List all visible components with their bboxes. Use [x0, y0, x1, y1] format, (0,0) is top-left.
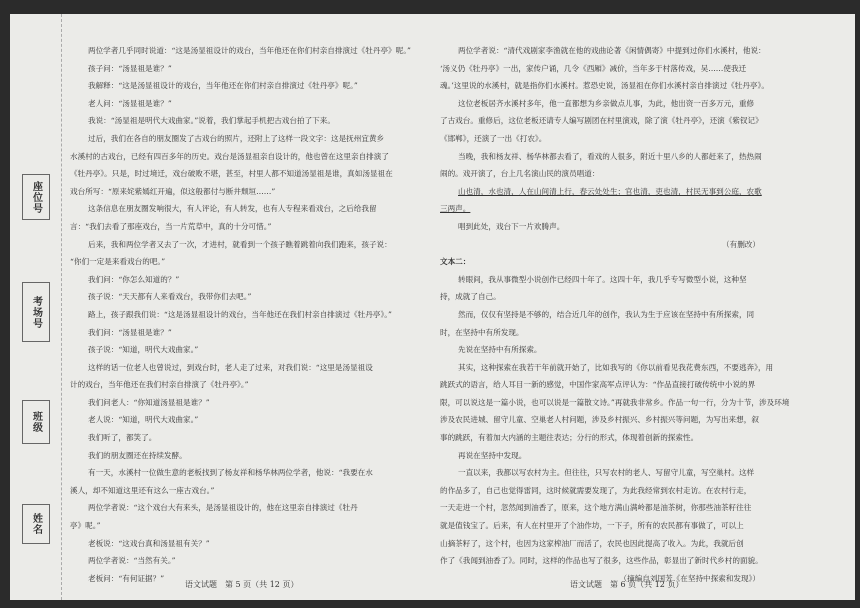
text-line: 过后，我们在各自的朋友圈发了古戏台的照片，还附上了这样一段文字：这是抚州宜黄乡	[88, 133, 385, 143]
text-line: 这位老板居齐水溪村多年，他一直都想为乡亲做点儿事，为此，他出资一百多万元，重修	[458, 98, 755, 108]
name-label: 姓名	[22, 504, 50, 544]
text-line: 老板问：“有何证据？”	[88, 573, 165, 583]
text-line: ‘汤义仍《牡丹亭》一出，家传户诵，几令《西厢》减价，当年多于村落传戏，吴……使我迁	[440, 63, 747, 73]
text-line: （摘编自刘国芳《在坚持中探索和发现》）	[619, 573, 760, 583]
text-line: 这条信息在朋友圈发响很大，有人评论，有人转发，也有人专程来看戏台，之后给我留	[88, 204, 377, 214]
text-line: 然而，仅仅有坚持是不够的，结合近几年的创作，我认为生于应该在坚持中有所探索，同	[458, 309, 755, 319]
text-line: 有一天，水溪村一位做生意的老板找到了杨友祥和杨华林两位学者，他说：“我要在水	[88, 468, 373, 478]
text-line: 我们听了，都笑了。	[88, 433, 157, 443]
text-line: 山摘茶籽了，这个村，也因为这家榨油厂而活了，农民也因此提高了收入。为此，我就后创	[440, 538, 744, 548]
text-line: 计的戏台，当年他还在我们村亲自排演了《牡丹亭》。”	[70, 380, 249, 390]
text-line: 亭》呢。”	[70, 521, 101, 531]
exam-room-label: 考场号	[22, 282, 50, 342]
text-line: 老人问：“汤显祖是谁？”	[88, 98, 172, 108]
text-line: 山也清，水也清，人在山间清上行，春云处处生；官也清，吏也清，村民无事到公庭，农歌	[458, 186, 762, 196]
text-line: 老人说：“知道，明代大戏曲家。”	[88, 415, 199, 425]
text-line: 文本二：	[440, 257, 471, 267]
text-line: 《牡丹亭》。只是，时过境迁，戏台破败不堪，甚至，村里人都不知道汤显祖是谁，真如汤显祖在	[70, 169, 393, 179]
text-line: 转眼间，我从事微型小说创作已经四十年了。这四十年，我几乎专写微型小说，这种坚	[458, 274, 747, 284]
text-line: 孩子说：“天天都有人来看戏台，我带你们去吧。”	[88, 292, 252, 302]
text-line: 我说：“汤显祖是明代大戏曲家。”说着，我们掌起手机把古戏台拍了下来。	[88, 116, 335, 126]
right-page-text	[440, 42, 800, 587]
text-line: 两位学者几乎同时说道：“这是汤显祖设计的戏台，当年他还在你们村亲自排演过《牡丹亭》呢。”	[88, 46, 411, 55]
text-line: 《邯郸》，还演了一出《打农》。	[440, 133, 547, 143]
text-line: 这样的话一位老人也曾说过，到戏台时，老人走了过来，对我们说：“这里是汤显祖设	[88, 362, 373, 372]
text-line: 两位学者说：“当然有关。”	[88, 556, 176, 566]
text-line: 事的跳跃，有着加大内涵的主题往表达；分行的形式，体现着创新的探索性。	[440, 433, 699, 443]
text-line: 两位学者说：“这个戏台大有来头，是汤显祖设计的，他在这里亲自排演过《牡丹	[88, 503, 358, 513]
text-line: 我们问老人：“你知道汤显祖是谁？”	[88, 397, 210, 407]
text-line: 再说在坚持中发现。	[458, 450, 527, 460]
left-page-text	[70, 42, 415, 587]
text-line: 限，可以说这是一篇小说，也可以说是一篇散文诗。”再就我非常乡。作品一句一行，分为十节，涉及环境	[440, 397, 790, 407]
text-line: 时，在坚持中有所发现。	[440, 327, 524, 337]
text-line: 我解释：“这是汤显祖设计的戏台，当年他还在你们村亲自排演过《牡丹亭》呢。”	[88, 81, 358, 91]
text-line: 三两声。	[440, 204, 471, 214]
text-line: 就是值钱宝了。后来，有人在村里开了个油作坊，一下子，所有的农民都有事做了，可以上	[440, 521, 744, 531]
text-line: 我们问：“你怎么知道的？”	[88, 274, 180, 284]
text-line: 作了《我闻到油香了》。同时，这样的作品也写了很多，这些作品，彰显出了新时代乡村的面貌。	[440, 556, 763, 566]
text-line: 涉及农民进城、留守儿童、空巢老人村问题，涉及乡村振兴、乡村振兴等问题，为写出来想，叙	[440, 415, 759, 425]
text-line: 我们问：“汤显祖是谁？”	[88, 327, 172, 337]
binding-margin	[10, 14, 62, 600]
page-footer-right: 语文试题 第 6 页（共 12 页）	[570, 580, 684, 589]
text-line: 路上，孩子跟我们说：“这是汤显祖设计的戏台，当年他还在我们村亲自排演过《牡丹亭》。”	[88, 309, 392, 319]
text-line: 言：“我们去看了那座戏台，当一片荒草中，真的十分可惜。”	[70, 221, 272, 231]
text-line: 孩子说：“知道，明代大戏曲家。”	[88, 345, 199, 355]
text-line: 的作品多了，自己也觉得雷同，这时候就需要发现了，为此我经常到农村走访。在农村行走，	[440, 485, 752, 495]
exam-sheet	[10, 14, 855, 600]
text-line: 先说在坚持中有所探索。	[458, 345, 542, 355]
text-line: 两位学者说：“清代戏剧家李渔就在他的戏曲论著《闲情偶寄》中提到过你们水溪村，他说：	[458, 46, 766, 55]
text-line: 老板说：“这戏台真和汤显祖有关？”	[88, 538, 210, 548]
page-footer-left: 语文试题 第 5 页（共 12 页）	[185, 580, 299, 589]
text-line: 当晚，我和杨友祥、杨华林都去看了，看戏的人很多，附近十里八乡的人都赶来了，热热闹	[458, 151, 762, 161]
text-line: 孩子问：“汤显祖是谁？”	[88, 63, 172, 73]
text-line: 戏台所写：“原来姹紫嫣红开遍，似这般都付与断井颓垣……”	[70, 186, 276, 196]
text-line: 持，成就了自己。	[440, 292, 501, 302]
text-line: 唱到此处，戏台下一片欢腾声。	[458, 221, 565, 231]
text-line: “你们一定是来看戏台的吧。”	[70, 257, 166, 267]
text-line: 闹的。戏开演了，台上几名演山民的演员唱道：	[440, 169, 600, 179]
text-line: 一直以来，我都以写农村为主。但往往，只写农村的老人、写留守儿童，写空巢村。这样	[458, 468, 755, 478]
text-line: （有删改）	[722, 239, 760, 249]
text-line: 一天走进一个村，忽然闻到油香了，原来，这个地方满山满岭都是油茶树，你那些油茶籽往往	[440, 503, 752, 513]
text-line: 我们的朋友圈还在持续发酵。	[88, 450, 187, 460]
text-line: 魂。’这里说的水溪村，就是指你们水溪村。惹恐史说，汤显祖在你们水溪村亲自排演过《牡丹亭》。	[440, 81, 769, 91]
seat-label: 座位号	[22, 174, 50, 220]
text-line: 后来，我和两位学者又去了一次，才进村，就看到一个孩子瞧着跳着向我们跑来，孩子说：	[88, 239, 392, 249]
text-line: 了古戏台。重修后，这位老板还请专人编写剧团在村里演戏，除了演《牡丹亭》，还演《紫钗记》	[440, 116, 763, 126]
text-line: 其实，这种探索在我若干年前就开始了，比如我写的《你以前看见我花费东西，不要逃奔》，用	[458, 362, 774, 372]
text-line: 水溪村的古戏台，已经有四百多年的历史。戏台是汤显祖亲自设计的，他也曾在这里亲自排演了	[70, 151, 389, 161]
text-line: 溪人，却不知道这里还有这么一座古戏台。”	[70, 485, 215, 495]
class-label: 班级	[22, 400, 50, 444]
text-line: 跳跃式的语言，给人耳目一新的感觉，中国作家高军点评认为：“作品直接打破传统中小说的界	[440, 380, 756, 390]
